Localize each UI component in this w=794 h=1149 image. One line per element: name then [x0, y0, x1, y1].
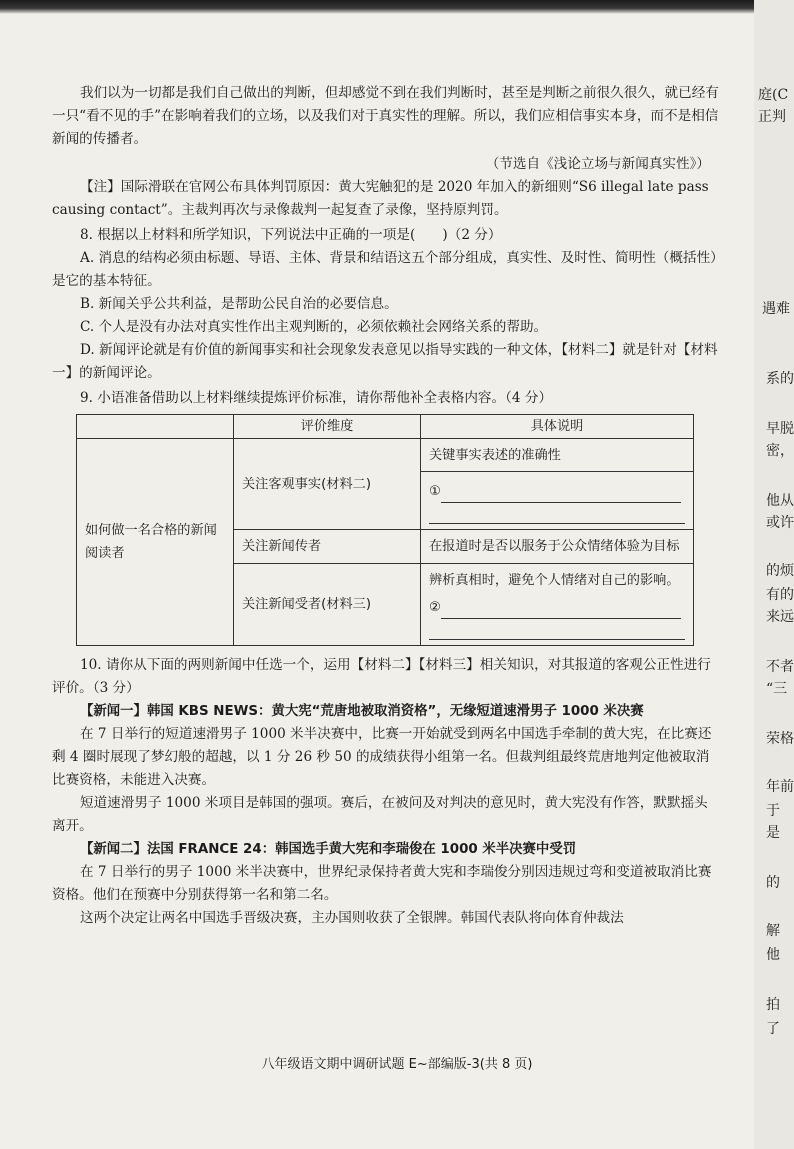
adjacent-text: 庭(C	[758, 87, 789, 103]
news1-paragraph: 短道速滑男子 1000 米项目是韩国的强项。赛后，在被问及对判决的意见时，黄大宪没有作答，默默摇头离开。	[52, 795, 708, 834]
adjacent-text: 于	[766, 803, 780, 819]
header-description: 具体说明	[421, 415, 694, 439]
q8-option-c: C. 个人是没有办法对真实性作出主观判断的，必须依赖社会网络关系的帮助。	[80, 319, 548, 335]
dimension-objective-facts: 关注客观事实(材料二)	[234, 439, 421, 530]
news2-paragraph: 这两个决定让两名中国选手晋级决赛，主办国则收获了全银牌。韩国代表队将向体育仲裁法	[80, 910, 624, 926]
page-footer: 八年级语文期中调研试题 E~部编版-3(共 8 页)	[261, 1057, 533, 1072]
adjacent-text: 来远	[766, 609, 794, 625]
note-paragraph: 【注】国际滑联在官网公布具体判罚原因：黄大宪触犯的是 2020 年加入的新细则“S6 illegal late pass causing contact”。主裁判再次与录像裁判一起复查了录像，坚持原判罚。	[52, 179, 709, 218]
adjacent-text: 的烦	[766, 563, 794, 579]
adjacent-text: 遇难	[762, 301, 790, 317]
q8-option-d: D. 新闻评论就是有价值的新闻事实和社会现象发表意见以指导实践的一种文体，【材料二】就是针对【材料一】的新闻评论。	[52, 342, 718, 381]
adjacent-text: 荣格	[766, 731, 794, 747]
news1-paragraph: 在 7 日举行的短道速滑男子 1000 米半决赛中，比赛一开始就受到两名中国选手牵制的黄大宪，在比赛还剩 4 圈时展现了梦幻般的超越，以 1 分 26 秒 50 的成绩获得小组第一名。但裁判组最终荒唐地判定他被取消比赛资格，未能进入决赛。	[52, 726, 712, 788]
desc-cell-1	[421, 439, 694, 530]
table-corner	[77, 415, 234, 439]
desc-accuracy: 关键事实表述的准确性	[421, 444, 693, 472]
answer-blank-1[interactable]	[429, 472, 685, 503]
adjacent-text: “三	[766, 681, 788, 697]
evaluation-table	[76, 414, 694, 646]
adjacent-text: 早脱	[766, 421, 794, 437]
dimension-news-sender: 关注新闻传者	[234, 530, 421, 564]
scan-top-shadow	[0, 0, 794, 14]
adjacent-text: 了	[766, 1021, 780, 1037]
desc-cell-3	[421, 564, 694, 646]
dimension-news-receiver: 关注新闻受者(材料三)	[234, 564, 421, 646]
adjacent-text: 有的	[766, 587, 794, 603]
blank-line	[429, 503, 685, 524]
blank-line	[441, 602, 681, 619]
q8-option-b: B. 新闻关乎公共利益，是帮助公民自治的必要信息。	[80, 296, 398, 312]
blank-marker-2: ②	[429, 600, 441, 615]
adjacent-text: 系的	[766, 371, 794, 387]
adjacent-text: 拍	[766, 997, 780, 1013]
adjacent-text: 解	[766, 923, 780, 939]
blank-line	[429, 619, 685, 640]
adjacent-text: 年前	[766, 779, 794, 795]
question-10: 10. 请你从下面的两则新闻中任选一个，运用【材料二】【材料三】相关知识，对其报道的客观公正性进行评价。（3 分）	[52, 657, 711, 696]
news1-title: 【新闻一】韩国 KBS NEWS：黄大宪“荒唐地被取消资格”，无缘短道速滑男子 1000 米决赛	[80, 704, 644, 719]
passage-paragraph: 我们以为一切都是我们自己做出的判断，但却感觉不到在我们判断时，甚至是判断之前很久很久，就已经有一只“看不见的手”在影响着我们的立场，以及我们对于真实性的理解。所以，我们应相信事实本身，而不是相信新闻的传播者。	[52, 85, 719, 147]
passage-source: （节选自《浅论立场与新闻真实性》）	[485, 156, 710, 172]
news2-paragraph: 在 7 日举行的男子 1000 米半决赛中，世界纪录保持者黄大宪和李瑞俊分别因违规过弯和变道被取消比赛资格。他们在预赛中分别获得第一名和第二名。	[52, 864, 712, 903]
header-dimension: 评价维度	[234, 415, 421, 439]
adjacent-text: 不者	[766, 659, 794, 675]
blank-marker-1: ①	[429, 484, 441, 499]
blank-line	[441, 486, 681, 503]
adjacent-text: 他	[766, 947, 780, 963]
adjacent-text: 或许	[766, 515, 794, 531]
exam-page-content	[52, 82, 720, 930]
adjacent-text: 是	[766, 825, 780, 841]
adjacent-text: 他从	[766, 493, 794, 509]
adjacent-text: 密，	[766, 443, 794, 459]
question-9: 9. 小语准备借助以上材料继续提炼评价标准，请你帮他补全表格内容。（4 分）	[80, 390, 553, 406]
desc-avoid-emotion: 辨析真相时，避免个人情绪对自己的影响。	[429, 573, 680, 588]
q8-option-a: A. 消息的结构必须由标题、导语、主体、背景和结语这五个部分组成，真实性、及时性、简明性（概括性）是它的基本特征。	[52, 250, 717, 289]
table-left-label: 如何做一名合格的新闻阅读者	[77, 439, 234, 646]
desc-public-emotion: 在报道时是否以服务于公众情绪体验为目标	[421, 530, 694, 564]
answer-blank-2[interactable]	[429, 596, 685, 619]
adjacent-text: 正判	[758, 109, 786, 125]
question-8: 8. 根据以上材料和所学知识，下列说法中正确的一项是( )（2 分）	[80, 227, 502, 243]
news2-title: 【新闻二】法国 FRANCE 24：韩国选手黄大宪和李瑞俊在 1000 米半决赛中受罚	[80, 842, 577, 857]
adjacent-text: 的	[766, 875, 780, 891]
